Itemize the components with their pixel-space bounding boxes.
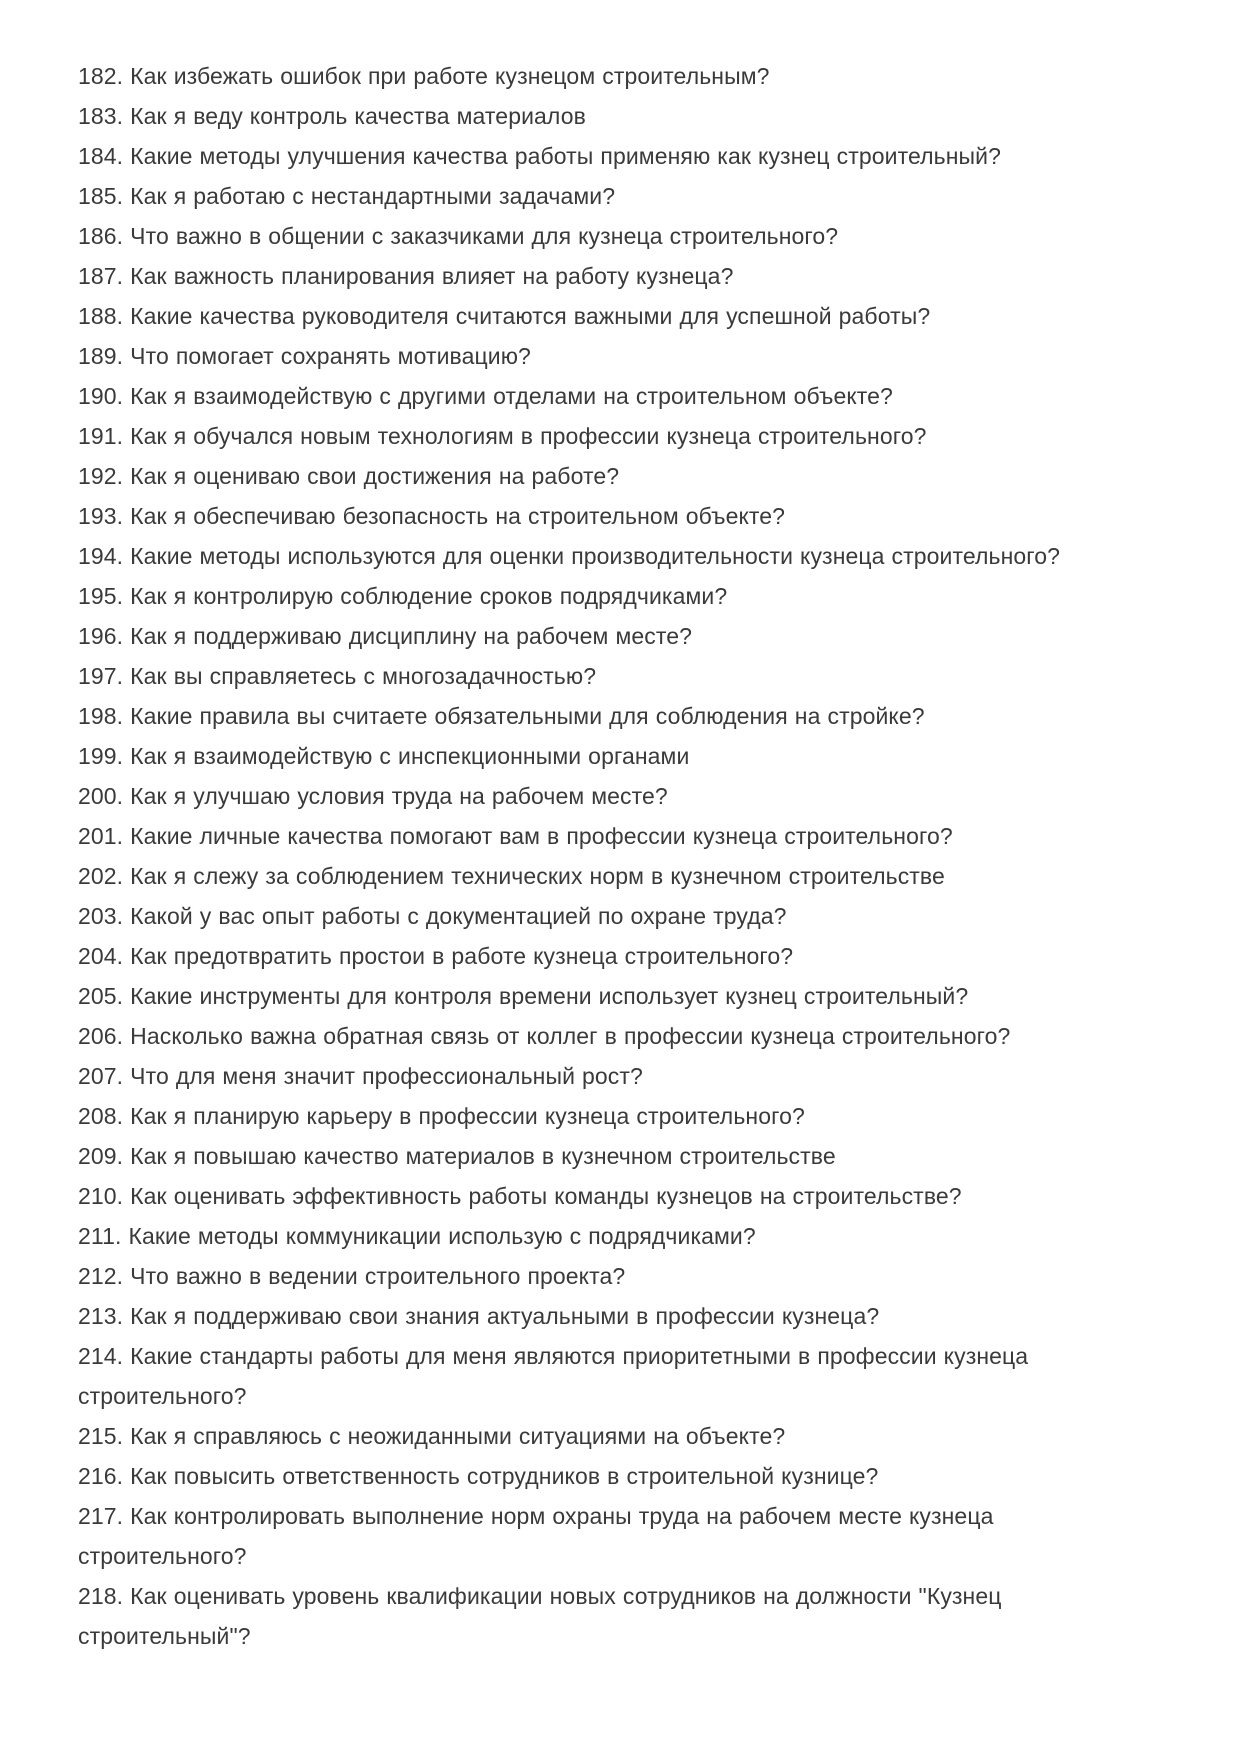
question-list [78,56,1167,1656]
question-item: 218. Как оценивать уровень квалификации новых сотрудников на должности "Кузнец строительный"? [78,1583,1002,1649]
question-item: 202. Как я слежу за соблюдением технических норм в кузнечном строительстве [78,863,945,889]
question-item: 210. Как оценивать эффективность работы команды кузнецов на строительстве? [78,1183,962,1209]
question-item: 183. Как я веду контроль качества материалов [78,103,586,129]
question-item: 214. Какие стандарты работы для меня являются приоритетными в профессии кузнеца строительного? [78,1343,1029,1409]
question-item: 207. Что для меня значит профессиональный рост? [78,1063,643,1089]
question-item: 189. Что помогает сохранять мотивацию? [78,343,531,369]
question-item: 212. Что важно в ведении строительного проекта? [78,1263,626,1289]
question-item: 199. Как я взаимодействую с инспекционными органами [78,743,690,769]
question-item: 197. Как вы справляетесь с многозадачностью? [78,663,597,689]
question-item: 215. Как я справляюсь с неожиданными ситуациями на объекте? [78,1423,786,1449]
question-item: 206. Насколько важна обратная связь от коллег в профессии кузнеца строительного? [78,1023,1011,1049]
question-item: 205. Какие инструменты для контроля времени использует кузнец строительный? [78,983,969,1009]
question-item: 184. Какие методы улучшения качества работы применяю как кузнец строительный? [78,143,1001,169]
question-item: 216. Как повысить ответственность сотрудников в строительной кузнице? [78,1463,879,1489]
question-item: 211. Какие методы коммуникации использую с подрядчиками? [78,1223,756,1249]
question-item: 209. Как я повышаю качество материалов в кузнечном строительстве [78,1143,836,1169]
question-item: 208. Как я планирую карьеру в профессии кузнеца строительного? [78,1103,805,1129]
question-item: 195. Как я контролирую соблюдение сроков подрядчиками? [78,583,728,609]
question-item: 201. Какие личные качества помогают вам в профессии кузнеца строительного? [78,823,953,849]
question-item: 213. Как я поддерживаю свои знания актуальными в профессии кузнеца? [78,1303,880,1329]
question-item: 194. Какие методы используются для оценки производительности кузнеца строительного? [78,543,1061,569]
question-item: 204. Как предотвратить простои в работе кузнеца строительного? [78,943,794,969]
question-item: 191. Как я обучался новым технологиям в профессии кузнеца строительного? [78,423,927,449]
question-item: 188. Какие качества руководителя считаются важными для успешной работы? [78,303,931,329]
question-item: 193. Как я обеспечиваю безопасность на строительном объекте? [78,503,786,529]
question-item: 196. Как я поддерживаю дисциплину на рабочем месте? [78,623,693,649]
question-item: 186. Что важно в общении с заказчиками для кузнеца строительного? [78,223,839,249]
question-item: 185. Как я работаю с нестандартными задачами? [78,183,616,209]
question-item: 203. Какой у вас опыт работы с документацией по охране труда? [78,903,787,929]
question-item: 198. Какие правила вы считаете обязательными для соблюдения на стройке? [78,703,925,729]
question-item: 182. Как избежать ошибок при работе кузнецом строительным? [78,63,770,89]
question-item: 200. Как я улучшаю условия труда на рабочем месте? [78,783,668,809]
question-item: 187. Как важность планирования влияет на работу кузнеца? [78,263,734,289]
question-item: 192. Как я оцениваю свои достижения на работе? [78,463,620,489]
question-item: 217. Как контролировать выполнение норм охраны труда на рабочем месте кузнеца строительного? [78,1503,994,1569]
question-item: 190. Как я взаимодействую с другими отделами на строительном объекте? [78,383,893,409]
